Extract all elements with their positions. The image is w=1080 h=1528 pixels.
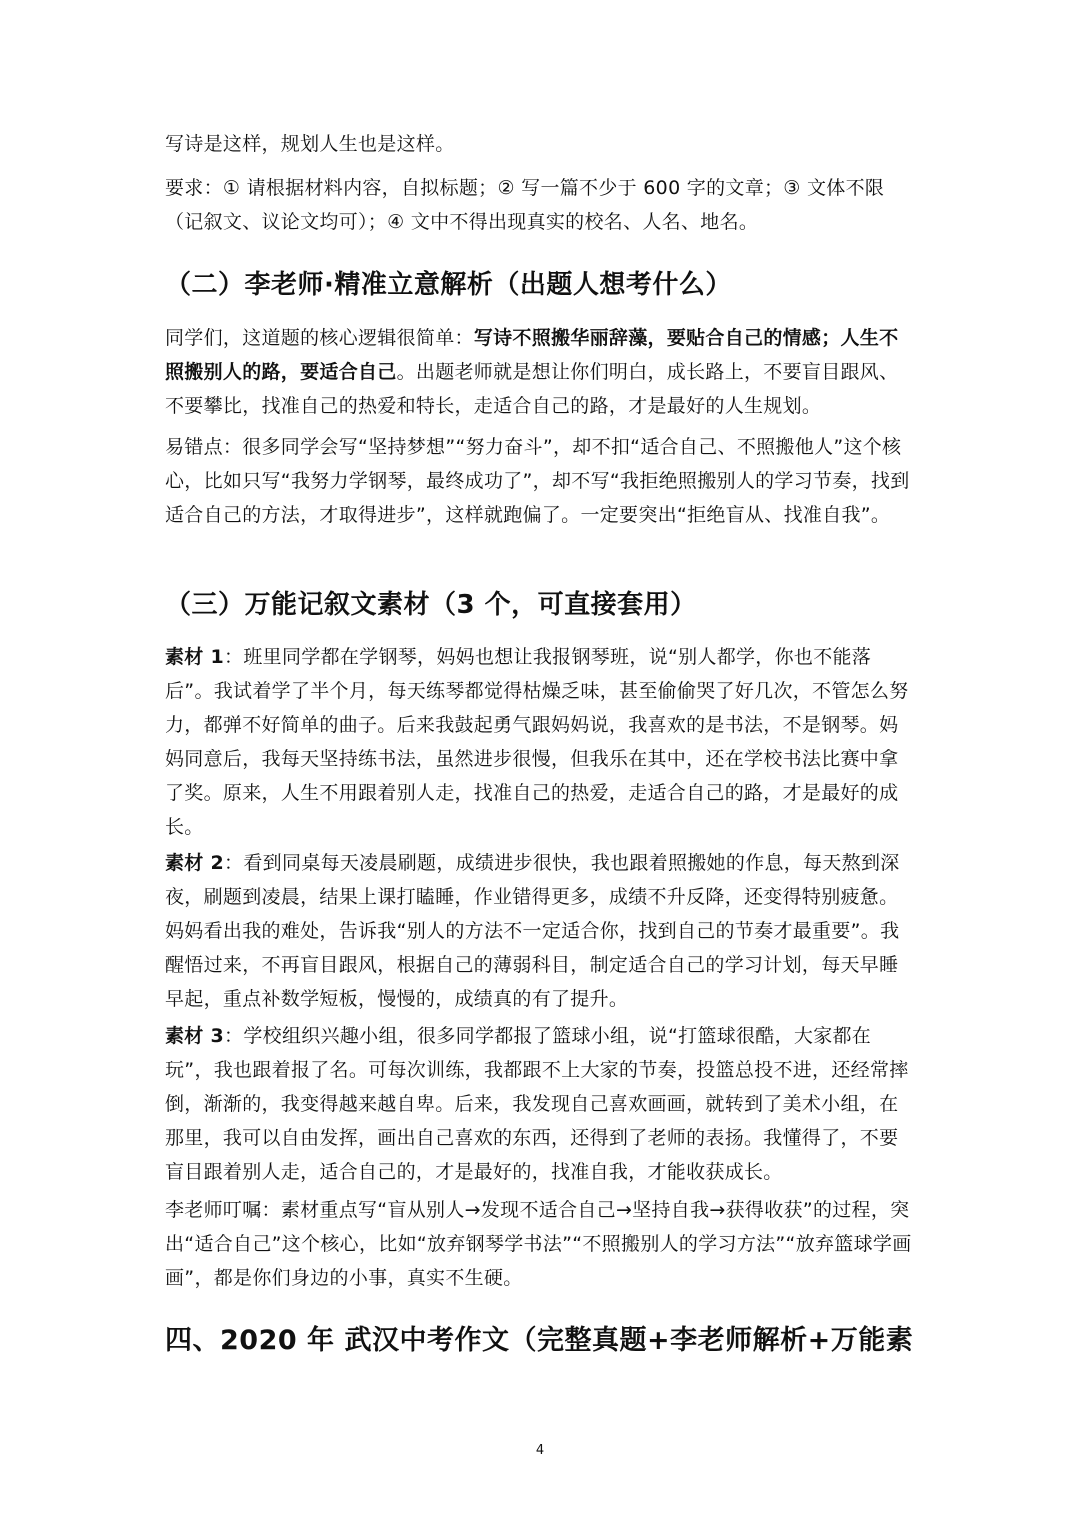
material-3	[165, 1019, 915, 1189]
teacher-tip: 李老师叮嘱：素材重点写“盲从别人→发现不适合自己→坚持自我→获得收获”的过程，突出“适合自己”这个核心，比如“放弃钢琴学书法”“不照搬别人的学习方法”“放弃篮球学画画”，都是你们身边的小事，真实不生硬。	[165, 1199, 912, 1289]
p1-suffix: 。出题老师就是想让你们明白，成长路上，不要盲目跟风、不要攀比，找准自己的热爱和特长，走适合自己的路，才是最好的人生规划。	[165, 361, 899, 417]
material-2-text: ：看到同桌每天凌晨刷题，成绩进步很快，我也跟着照搬她的作息，每天熬到深夜，刷题到凌晨，结果上课打瞌睡，作业错得更多，成绩不升反降，还变得特别疲惫。妈妈看出我的难处，告诉我“别人的方法不一定适合你，找到自己的节奏才最重要”。我醒悟过来，不再盲目跟风，根据自己的薄弱科目，制定适合自己的学习计划，每天早睡早起，重点补数学短板，慢慢的，成绩真的有了提升。	[165, 852, 900, 1010]
material-3-text: ：学校组织兴趣小组，很多同学都报了篮球小组，说“打篮球很酷，大家都在玩”，我也跟着报了名。可每次训练，我都跟不上大家的节奏，投篮总投不进，还经常摔倒，渐渐的，我变得越来越自卑。后来，我发现自己喜欢画画，就转到了美术小组，在那里，我可以自由发挥，画出自己喜欢的东西，还得到了老师的表扬。我懂得了，不要盲目跟着别人走，适合自己的，才是最好的，找准自我，才能收获成长。	[165, 1025, 909, 1183]
material-2	[165, 846, 915, 1016]
section4-heading: 四、2020 年 武汉中考作文（完整真题+李老师解析+万能素	[165, 1325, 914, 1356]
section2-heading: （二）李老师·精准立意解析（出题人想考什么）	[165, 270, 732, 300]
material-1-label: 素材 1	[165, 646, 225, 668]
requirements-text: 要求：① 请根据材料内容，自拟标题；② 写一篇不少于 600 字的文章；③ 文体不限（记叙文、议论文均可）；④ 文中不得出现真实的校名、人名、地名。	[165, 177, 885, 233]
intro-line: 写诗是这样，规划人生也是这样。	[165, 133, 455, 155]
page-number: 4	[535, 1443, 545, 1458]
p1-prefix: 同学们，这道题的核心逻辑很简单：	[165, 327, 474, 349]
section2-paragraph-1	[165, 321, 915, 423]
material-2-label: 素材 2	[165, 852, 225, 874]
material-1-text: ：班里同学都在学钢琴，妈妈也想让我报钢琴班，说“别人都学，你也不能落后”。我试着学了半个月，每天练琴都觉得枯燥乏味，甚至偷偷哭了好几次，不管怎么努力，都弹不好简单的曲子。后来我鼓起勇气跟妈妈说，我喜欢的是书法，不是钢琴。妈妈同意后，我每天坚持练书法，虽然进步很慢，但我乐在其中，还在学校书法比赛中拿了奖。原来，人生不用跟着别人走，找准自己的热爱，走适合自己的路，才是最好的成长。	[165, 646, 909, 838]
material-3-label: 素材 3	[165, 1025, 225, 1047]
material-1	[165, 640, 915, 844]
section2-mistake-paragraph: 易错点：很多同学会写“坚持梦想”“努力奋斗”，却不扣“适合自己、不照搬他人”这个核心，比如只写“我努力学钢琴，最终成功了”，却不写“我拒绝照搬别人的学习节奏，找到适合自己的方法，才取得进步”，这样就跑偏了。一定要突出“拒绝盲从、找准自我”。	[165, 436, 910, 526]
p1-bold-text: 写诗不照搬华丽辞藻，要贴合自己的情感；人生不照搬别人的路，要适合自己	[165, 327, 899, 383]
section3-heading: （三）万能记叙文素材（3 个，可直接套用）	[165, 590, 697, 620]
